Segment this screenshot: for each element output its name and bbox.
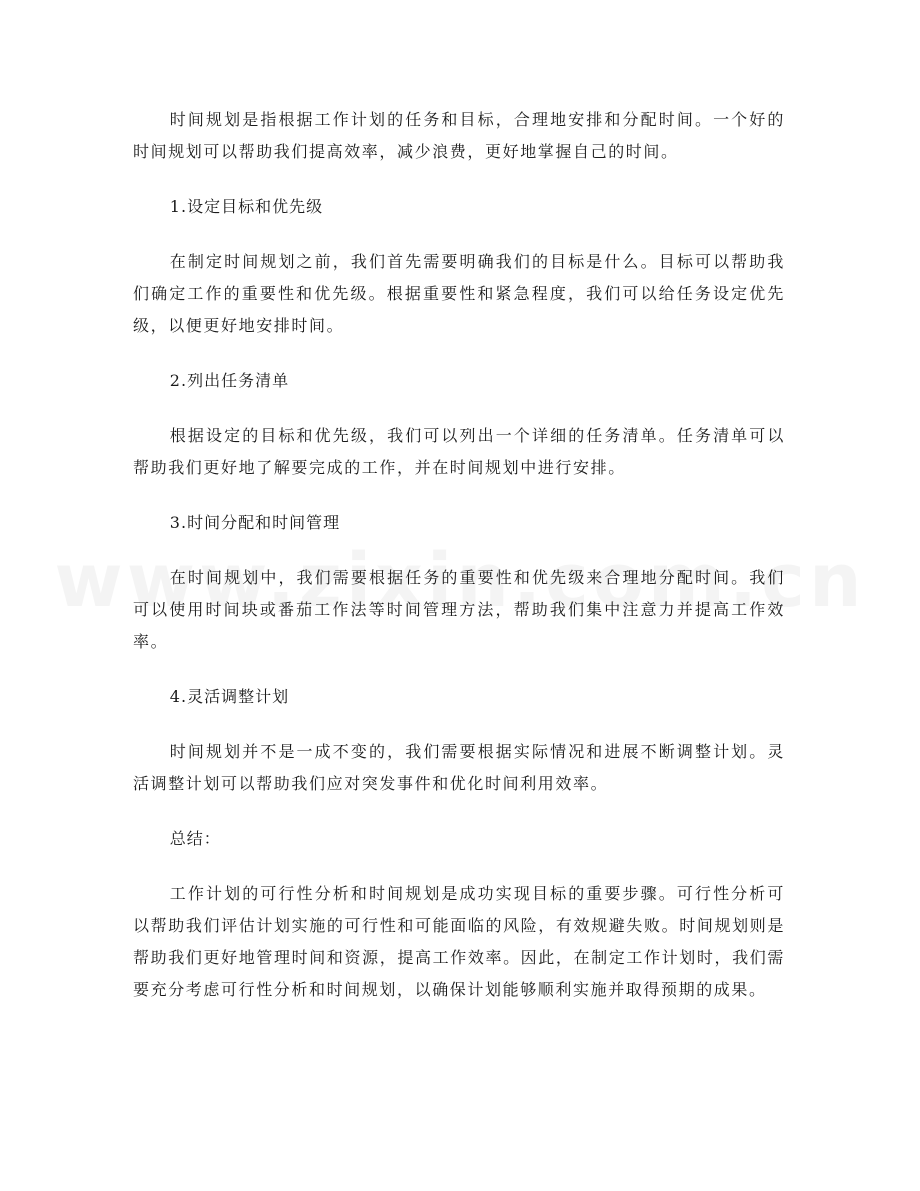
intro-paragraph: 时间规划是指根据工作计划的任务和目标，合理地安排和分配时间。一个好的时间规划可以帮助我们提高效率，减少浪费，更好地掌握自己的时间。 [133, 110, 785, 161]
adjust-plan-paragraph: 时间规划并不是一成不变的，我们需要根据实际情况和进展不断调整计划。灵活调整计划可以帮助我们应对突发事件和优化时间利用效率。 [133, 742, 785, 793]
task-list-paragraph: 根据设定的目标和优先级，我们可以列出一个详细的任务清单。任务清单可以帮助我们更好地了解要完成的工作，并在时间规划中进行安排。 [133, 426, 785, 477]
time-allocation-paragraph: 在时间规划中，我们需要根据任务的重要性和优先级来合理地分配时间。我们可以使用时间块或番茄工作法等时间管理方法，帮助我们集中注意力并提高工作效率。 [133, 568, 785, 651]
section-heading-task-list: 2.列出任务清单 [169, 371, 290, 390]
document-body [133, 104, 785, 1006]
summary-paragraph: 工作计划的可行性分析和时间规划是成功实现目标的重要步骤。可行性分析可以帮助我们评估计划实施的可行性和可能面临的风险，有效规避失败。时间规划则是帮助我们更好地管理时间和资源，提高工作效率。因此，在制定工作计划时，我们需要充分考虑可行性分析和时间规划，以确保计划能够顺利实施并取得预期的成果。 [133, 884, 785, 999]
goals-paragraph: 在制定时间规划之前，我们首先需要明确我们的目标是什么。目标可以帮助我们确定工作的重要性和优先级。根据重要性和紧急程度，我们可以给任务设定优先级，以便更好地安排时间。 [133, 252, 785, 335]
section-heading-goals: 1.设定目标和优先级 [169, 197, 324, 216]
section-heading-adjust-plan: 4.灵活调整计划 [169, 687, 290, 706]
section-heading-summary: 总结： [169, 829, 221, 848]
section-heading-time-allocation: 3.时间分配和时间管理 [169, 513, 341, 532]
